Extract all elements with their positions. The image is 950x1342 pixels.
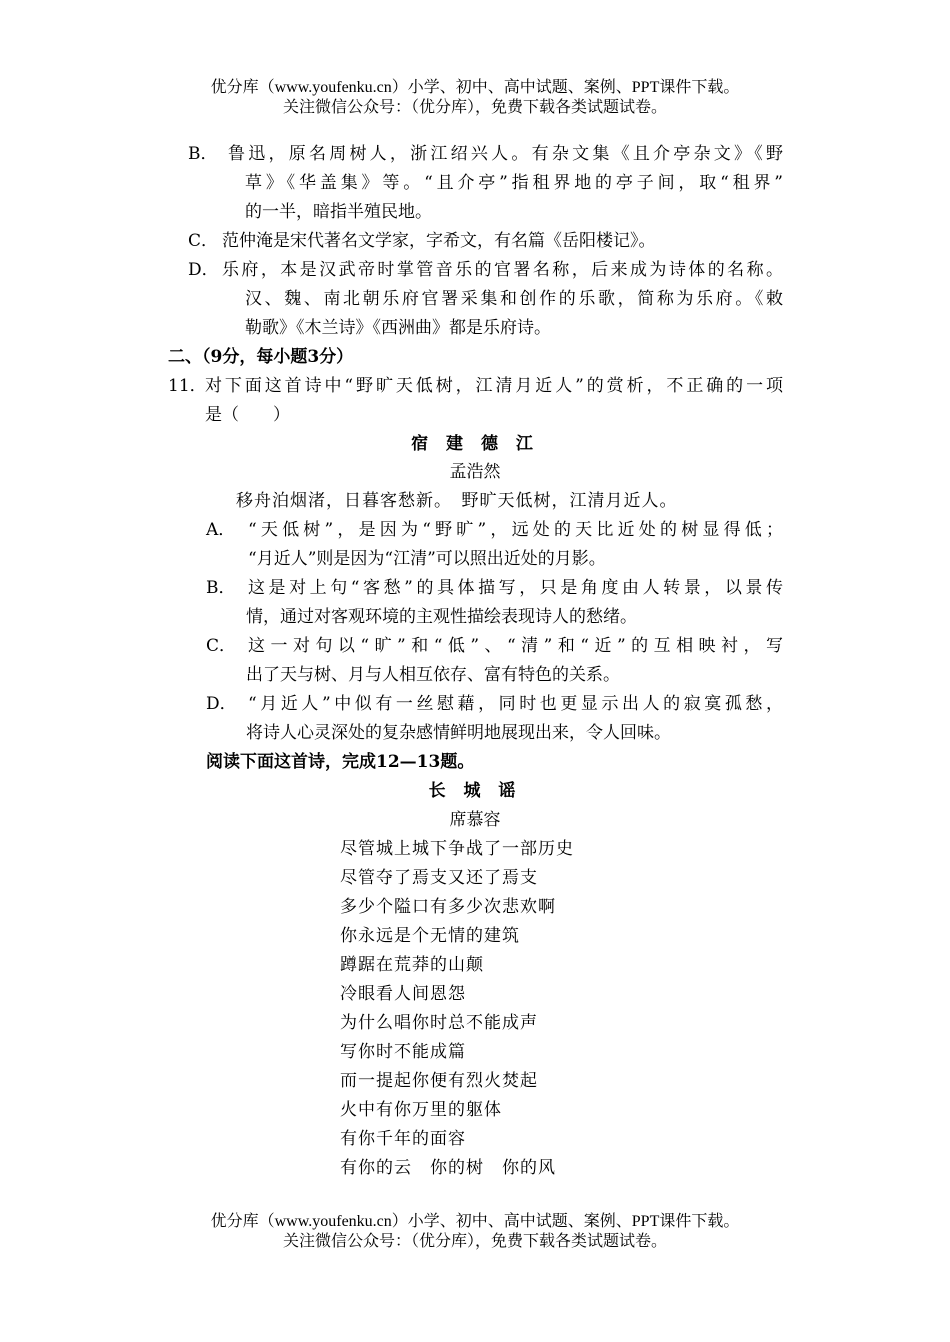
q11-stem-line-1: 对下面这首诗中“野旷天低树，江清月近人”的赏析，不正确的一项	[205, 376, 783, 396]
poem-line: 有你的云 你的树 你的风	[340, 1158, 556, 1178]
q11-option-d-line-2: 将诗人心灵深处的复杂感情鲜明地展现出来，令人回味。	[246, 723, 671, 743]
q11-option-c-letter: C．	[206, 636, 237, 656]
q11-option-d-line-1: “月近人”中似有一丝慰藉，同时也更显示出人的寂寞孤愁，	[248, 694, 783, 714]
poem-line: 有你千年的面容	[340, 1129, 466, 1149]
reading-instruction: 阅读下面这首诗，完成12—13题。	[206, 752, 475, 772]
q11-option-a-letter: A．	[206, 520, 236, 540]
q10-option-d-letter: D．	[188, 260, 219, 280]
poem-line: 火中有你万里的躯体	[340, 1100, 502, 1120]
q10-option-b-line-3: 的一半，暗指半殖民地。	[245, 202, 432, 222]
q10-option-b-line-2: 草》《华盖集》等。“且介亭”指租界地的亭子间，取“租界”	[245, 173, 783, 193]
reading-poem-title: 长 城 谣	[428, 781, 522, 801]
q11-number: 11．	[168, 376, 207, 396]
page-footer-line-1: 优分库（www.youfenku.cn）小学、初中、高中试题、案例、PPT课件下载。	[210, 1213, 740, 1230]
page-header-line-2: 关注微信公众号：（优分库），免费下载各类试题试卷。	[282, 99, 667, 116]
q11-option-c-line-2: 出了天与树、月与人相互依存、富有特色的关系。	[246, 665, 620, 685]
poem-line: 尽管城上城下争战了一部历史	[340, 839, 574, 859]
poem-line: 你永远是个无情的建筑	[340, 926, 520, 946]
q10-option-d-line-1: 乐府，本是汉武帝时掌管音乐的官署名称，后来成为诗体的名称。	[222, 260, 783, 280]
poem-line: 而一提起你便有烈火焚起	[340, 1071, 538, 1091]
section-2-heading: 二、（9分，每小题3分）	[168, 347, 354, 367]
poem-line: 为什么唱你时总不能成声	[340, 1013, 538, 1033]
q11-option-d-letter: D．	[206, 694, 237, 714]
poem-line: 冷眼看人间恩怨	[340, 984, 466, 1004]
q11-option-a-line-2: “月近人”则是因为“江清”可以照出近处的月影。	[248, 549, 606, 569]
q11-option-a-line-1: “天低树”，是因为“野旷”，远处的天比近处的树显得低；	[248, 520, 783, 540]
page-footer-line-2: 关注微信公众号：（优分库），免费下载各类试题试卷。	[282, 1233, 667, 1250]
q11-poem-title: 宿 建 德 江	[411, 434, 539, 454]
q10-option-c-line-1: 范仲淹是宋代著名文学家，字希文，有名篇《岳阳楼记》。	[222, 231, 656, 251]
q11-option-b-letter: B．	[206, 578, 236, 598]
page-header-line-1: 优分库（www.youfenku.cn）小学、初中、高中试题、案例、PPT课件下载。	[210, 79, 740, 96]
q10-option-d-line-2: 汉、魏、南北朝乐府官署采集和创作的乐歌，简称为乐府。《敕	[245, 289, 783, 309]
reading-poem-author: 席慕容	[449, 810, 501, 830]
q11-poem-author: 孟浩然	[449, 462, 501, 482]
q10-option-d-line-3: 勒歌》《木兰诗》《西洲曲》都是乐府诗。	[245, 318, 551, 338]
poem-line: 蹲踞在荒莽的山颠	[340, 955, 484, 975]
q11-option-b-line-2: 情，通过对客观环境的主观性描绘表现诗人的愁绪。	[246, 607, 637, 627]
q11-option-b-line-1: 这是对上句“客愁”的具体描写，只是角度由人转景，以景传	[248, 578, 783, 598]
q11-stem-line-2: 是（ ）	[205, 405, 290, 425]
poem-line: 尽管夺了焉支又还了焉支	[340, 868, 538, 888]
q10-option-b-letter: B．	[188, 144, 218, 164]
q11-poem-text: 移舟泊烟渚，日暮客愁新。 野旷天低树，江清月近人。	[236, 491, 678, 511]
q10-option-b-line-1: 鲁迅，原名周树人，浙江绍兴人。有杂文集《且介亭杂文》《野	[228, 144, 783, 164]
poem-line: 写你时不能成篇	[340, 1042, 466, 1062]
poem-line: 多少个隘口有多少次悲欢啊	[340, 897, 556, 917]
q10-option-c-letter: C．	[188, 231, 219, 251]
q11-option-c-line-1: 这一对句以“旷”和“低”、“清”和“近”的互相映衬，写	[248, 636, 783, 656]
